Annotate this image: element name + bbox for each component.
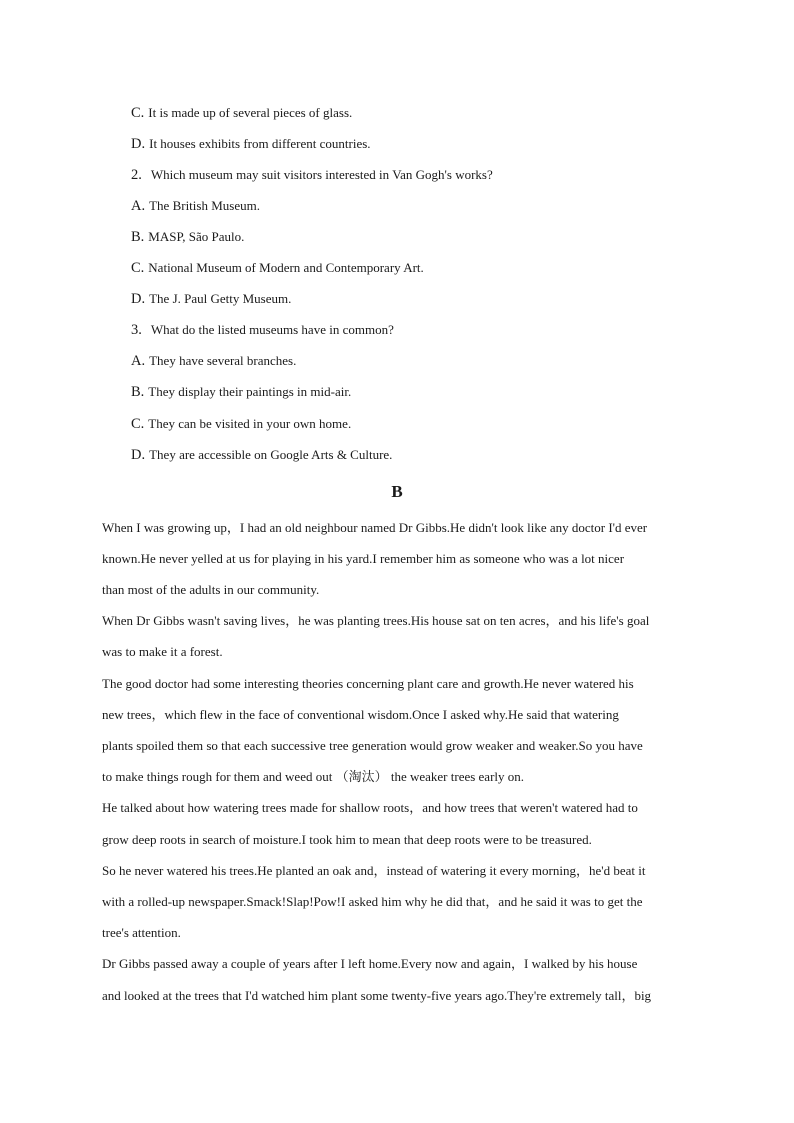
q1-option-d: [131, 136, 371, 152]
option-text: National Museum of Modern and Contemporary Art.: [148, 260, 424, 275]
question-text: Which museum may suit visitors interested in Van Gogh's works?: [150, 167, 493, 182]
option-letter: D.: [131, 136, 146, 152]
passage-line: known.He never yelled at us for playing in his yard.I remember him as someone who was a lot nicer: [102, 551, 625, 566]
q3-stem: [131, 322, 394, 338]
option-text: They can be visited in your own home.: [148, 416, 352, 431]
passage-line: was to make it a forest.: [102, 644, 223, 659]
passage-line: to make things rough for them and weed out （淘汰） the weaker trees early on.: [102, 769, 525, 784]
option-letter: C.: [131, 416, 145, 432]
q3-option-c: [131, 416, 351, 432]
passage-line: plants spoiled them so that each successive tree generation would grow weaker and weaker.So you have: [102, 738, 643, 753]
option-text: It houses exhibits from different countries.: [149, 136, 371, 151]
passage-line: tree's attention.: [102, 925, 181, 940]
q3-option-a: [131, 353, 296, 369]
section-heading: B: [391, 482, 403, 501]
option-letter: D.: [131, 447, 146, 463]
option-text: They have several branches.: [149, 353, 297, 368]
option-letter: C.: [131, 105, 145, 121]
passage-line: He talked about how watering trees made for shallow roots，and how trees that weren't watered had to: [102, 800, 638, 815]
q2-stem: [131, 167, 493, 183]
q2-option-b: [131, 229, 244, 245]
option-text: They are accessible on Google Arts & Culture.: [149, 447, 393, 462]
passage-line: than most of the adults in our community.: [102, 582, 320, 597]
q2-option-d: [131, 291, 291, 307]
passage-line: grow deep roots in search of moisture.I took him to mean that deep roots were to be treasured.: [102, 832, 592, 847]
q3-option-d: [131, 447, 392, 463]
passage-line: When I was growing up，I had an old neighbour named Dr Gibbs.He didn't look like any doctor I'd ever: [102, 520, 648, 535]
option-text: They display their paintings in mid-air.: [148, 384, 352, 399]
question-number: 2.: [131, 167, 142, 183]
option-letter: A.: [131, 198, 146, 214]
option-text: The British Museum.: [149, 198, 260, 213]
option-text: It is made up of several pieces of glass.: [148, 105, 353, 120]
option-text: MASP, São Paulo.: [148, 229, 245, 244]
passage-line: new trees，which flew in the face of conventional wisdom.Once I asked why.He said that watering: [102, 707, 619, 722]
passage-line: with a rolled-up newspaper.Smack!Slap!Pow!I asked him why he did that，and he said it was to get the: [102, 894, 643, 909]
question-text: What do the listed museums have in common?: [150, 322, 394, 337]
q2-option-a: [131, 198, 260, 214]
passage-line: When Dr Gibbs wasn't saving lives，he was planting trees.His house sat on ten acres，and his life's goal: [102, 613, 650, 628]
option-letter: A.: [131, 353, 146, 369]
option-letter: B.: [131, 229, 145, 245]
option-letter: D.: [131, 291, 146, 307]
q3-option-b: [131, 384, 351, 400]
option-text: The J. Paul Getty Museum.: [149, 291, 292, 306]
option-letter: C.: [131, 260, 145, 276]
q2-option-c: [131, 260, 424, 276]
passage-line: So he never watered his trees.He planted an oak and，instead of watering it every morning，he'd beat it: [102, 863, 646, 878]
passage-line: and looked at the trees that I'd watched him plant some twenty-five years ago.They're extremely tall，big: [102, 988, 652, 1003]
question-number: 3.: [131, 322, 142, 338]
passage-line: Dr Gibbs passed away a couple of years after I left home.Every now and again，I walked by his house: [102, 956, 638, 971]
q1-option-c: [131, 105, 352, 121]
option-letter: B.: [131, 384, 145, 400]
passage-line: The good doctor had some interesting theories concerning plant care and growth.He never watered his: [102, 676, 634, 691]
